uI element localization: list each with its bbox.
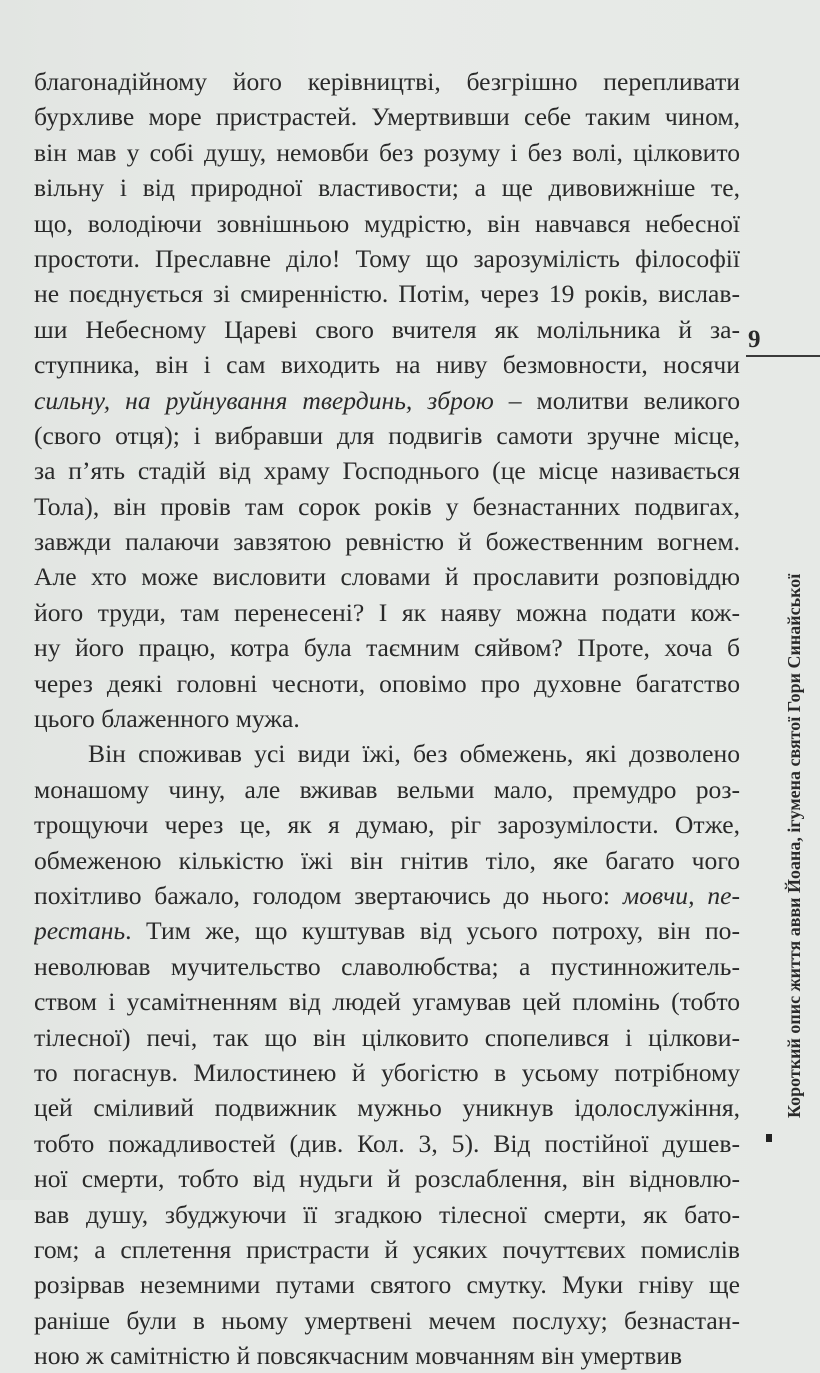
- text-run: його труди, там перенесені? І як наяву можна подати кож-: [34, 597, 740, 627]
- text-run: раніше були в ньому умертвені мечем послуху; безнастан-: [34, 1305, 740, 1335]
- text-run: Але хто може висловити словами й прославити розповіддю: [34, 562, 740, 592]
- text-run: обмеженою кількістю їжі він гнітив тіло, яке багато чого: [34, 845, 740, 875]
- text-line: [34, 347, 740, 382]
- text-line: [34, 1126, 740, 1161]
- text-line: [34, 1232, 740, 1267]
- text-line: [34, 878, 740, 913]
- text-run: за п’ять стадій від храму Господнього (це місце називається: [34, 456, 740, 486]
- text-run: ши Небесному Цареві свого вчителя як молільника й за-: [34, 314, 740, 344]
- italic-text-run: мовчи, пе-: [622, 880, 740, 910]
- text-run: розірвав неземними путами святого смутку. Муки гніву ще: [34, 1270, 740, 1300]
- text-run: монашому чину, але вживав вельми мало, премудро роз-: [34, 774, 740, 804]
- text-run: неволював мучительство славолюбства; а пустинножитель-: [34, 951, 740, 981]
- text-line: [34, 241, 740, 276]
- text-run: Тола), він провів там сорок років у безнастанних подвигах,: [34, 491, 740, 521]
- running-head: Короткий опис життя авви Йоана, ігумена святої Гори Синайської: [784, 573, 804, 1118]
- text-run: ством і усамітненням від людей угамував цей пломінь (тобто: [34, 987, 740, 1017]
- italic-text-run: рестань: [34, 916, 126, 946]
- page-number: 9: [748, 326, 761, 353]
- text-run: він мав у собі душу, немовби без розуму і без волі, цілковито: [34, 137, 740, 167]
- text-line: [34, 1303, 740, 1338]
- text-line: [34, 666, 740, 701]
- text-run: завжди палаючи завзятою ревністю й божественним вогнем.: [34, 527, 740, 557]
- text-line: [34, 701, 740, 736]
- text-run: похітливо бажало, голодом звертаючись до нього:: [34, 880, 623, 910]
- text-line: [34, 64, 740, 99]
- text-run: ну його працю, котра була таємним сяйвом? Проте, хоча б: [34, 633, 740, 663]
- text-run: ної смерти, тобто від нудьги й розслаблення, він відновлю-: [34, 1164, 740, 1194]
- text-line: [34, 843, 740, 878]
- text-run: тілесної) печі, так що він цілковито спопелився і цілкови-: [34, 1022, 740, 1052]
- text-line: [34, 984, 740, 1019]
- text-line: [34, 489, 740, 524]
- text-run: вав душу, збуджуючи її згадкою тілесної смерти, як бато-: [34, 1199, 740, 1229]
- text-line: [34, 949, 740, 984]
- text-line: [34, 312, 740, 347]
- text-run: . Тим же, що куштував від усього потроху, він по-: [125, 916, 740, 946]
- text-run: через деякі головні чесноти, оповімо про духовне багатство: [34, 668, 740, 698]
- text-run: трощуючи через це, як я думаю, ріг зарозумілости. Отже,: [34, 810, 740, 840]
- text-run: не поєднується зі смиренністю. Потім, через 19 років, вислав-: [34, 279, 740, 309]
- text-run: вільну і від природної властивости; а ще дивовижніше те,: [34, 173, 740, 203]
- text-run: що, володіючи зовнішньою мудрістю, він навчався небесної: [34, 208, 740, 238]
- text-line: [34, 807, 740, 842]
- folio-rule: [746, 355, 820, 357]
- text-run: Він споживав усі види їжі, без обмежень, які дозволено: [88, 739, 740, 769]
- text-run: простоти. Преславне діло! Тому що зарозумілість філософії: [34, 243, 740, 273]
- text-line: [34, 913, 740, 948]
- text-run: ступника, він і сам виходить на ниву безмовности, носячи: [34, 350, 740, 380]
- text-line: [34, 1020, 740, 1055]
- text-run: гом; а сплетення пристрасти й усяких почуттєвих помислів: [34, 1234, 740, 1264]
- text-line: [34, 1090, 740, 1125]
- text-line: [34, 1055, 740, 1090]
- text-run: цього блаженного мужа.: [34, 704, 300, 734]
- text-run: бурхливе море пристрастей. Умертвивши себе таким чином,: [34, 102, 740, 132]
- text-line: [34, 595, 740, 630]
- text-line: [34, 559, 740, 594]
- text-line: [34, 1267, 740, 1302]
- text-run: тобто пожадливостей (див. Кол. 3, 5). Від постійної душев-: [34, 1128, 740, 1158]
- text-line: [34, 630, 740, 665]
- text-line: [34, 276, 740, 311]
- text-run: то погаснув. Милостинею й убогістю в усьому потрібному: [34, 1057, 740, 1087]
- text-line: [34, 1197, 740, 1232]
- text-line: [34, 418, 740, 453]
- text-line: [34, 772, 740, 807]
- text-run: благонадійному його керівництві, безгрішно перепливати: [34, 67, 740, 96]
- text-line: [34, 524, 740, 559]
- section-marker: [766, 1134, 772, 1142]
- text-run: – молитви великого: [493, 385, 740, 415]
- body-text: [34, 64, 740, 1373]
- text-line: [34, 1338, 740, 1373]
- text-line: [34, 453, 740, 488]
- text-line: [34, 170, 740, 205]
- text-line: [34, 1161, 740, 1196]
- text-line: [34, 135, 740, 170]
- text-line: [34, 383, 740, 418]
- text-run: (свого отця); і вибравши для подвигів самоти зручне місце,: [34, 420, 740, 450]
- text-line: [34, 99, 740, 134]
- text-run: ною ж самітністю й повсякчасним мовчанням він умертвив: [34, 1341, 683, 1371]
- text-line: [34, 736, 740, 771]
- italic-text-run: сильну, на руйнування твердинь, зброю: [34, 385, 494, 415]
- text-run: цей сміливий подвижник мужньо уникнув ідолослужіння,: [34, 1093, 740, 1123]
- text-line: [34, 206, 740, 241]
